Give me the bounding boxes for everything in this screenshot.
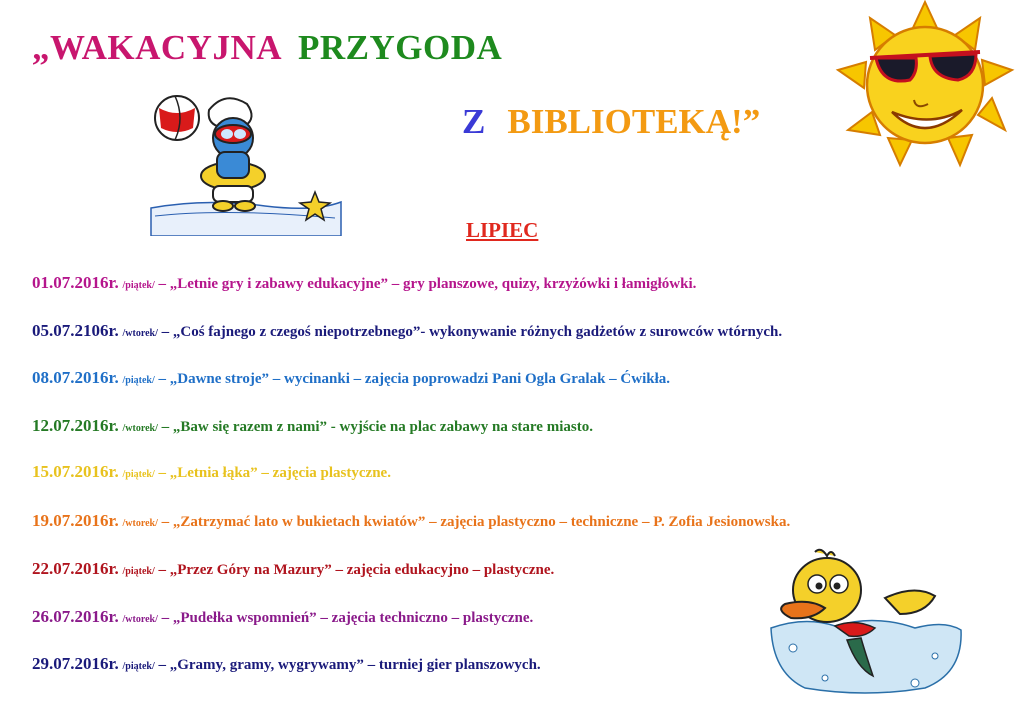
event-description: – „Baw się razem z nami” - wyjście na plac zabawy na stare miasto. bbox=[161, 419, 593, 435]
event-entry bbox=[32, 559, 554, 579]
event-description: – „Zatrzymać lato w bukietach kwiatów” – zajęcia plastyczno – techniczne – P. Zofia Jesionowska. bbox=[161, 514, 791, 530]
event-description: – „Pudełka wspomnień” – zajęcia techniczno – plastyczne. bbox=[161, 610, 534, 626]
month-heading: LIPIEC bbox=[466, 218, 539, 242]
event-weekday: /piątek/ bbox=[122, 469, 155, 480]
event-weekday: /wtorek/ bbox=[122, 328, 158, 339]
sun-with-sunglasses-icon bbox=[830, 0, 1020, 170]
event-date: 05.07.2106r. bbox=[32, 321, 119, 340]
event-entry bbox=[32, 462, 391, 482]
event-weekday: /piątek/ bbox=[122, 566, 155, 577]
event-weekday: /wtorek/ bbox=[122, 614, 158, 625]
title-line-1 bbox=[32, 28, 502, 68]
event-date: 15.07.2016r. bbox=[32, 462, 119, 481]
event-weekday: /piątek/ bbox=[122, 375, 155, 386]
title-word-przygoda: PRZYGODA bbox=[298, 28, 503, 67]
event-description: – „Letnie gry i zabawy edukacyjne” – gry planszowe, quizy, krzyżówki i łamigłówki. bbox=[158, 276, 697, 292]
event-entry bbox=[32, 321, 782, 341]
event-description: – „Letnia łąka” – zajęcia plastyczne. bbox=[158, 465, 391, 481]
event-entry bbox=[32, 654, 541, 674]
event-entry bbox=[32, 607, 533, 627]
event-date: 12.07.2016r. bbox=[32, 416, 119, 435]
swimming-duck-icon bbox=[765, 548, 965, 698]
event-entry bbox=[32, 273, 696, 293]
event-date: 22.07.2016r. bbox=[32, 559, 119, 578]
title-word-wakacyjna: „WAKACYJNA bbox=[32, 28, 282, 67]
event-date: 08.07.2016r. bbox=[32, 368, 119, 387]
event-entry bbox=[32, 416, 593, 436]
event-description: – „Dawne stroje” – wycinanki – zajęcia poprowadzi Pani Ogla Gralak – Ćwikła. bbox=[158, 371, 671, 387]
smurf-with-beach-ball-icon bbox=[145, 88, 345, 236]
event-description: – „Przez Góry na Mazury” – zajęcia edukacyjno – plastyczne. bbox=[158, 562, 555, 578]
title-word-biblioteka: BIBLIOTEKĄ!” bbox=[507, 102, 761, 141]
event-description: – „Coś fajnego z czegoś niepotrzebnego”- wykonywanie różnych gadżetów z surowców wtórnych. bbox=[161, 324, 783, 340]
event-weekday: /wtorek/ bbox=[122, 518, 158, 529]
event-entry bbox=[32, 511, 790, 531]
event-weekday: /piątek/ bbox=[122, 280, 155, 291]
event-weekday: /wtorek/ bbox=[122, 423, 158, 434]
event-date: 26.07.2016r. bbox=[32, 607, 119, 626]
event-date: 01.07.2016r. bbox=[32, 273, 119, 292]
event-weekday: /piątek/ bbox=[122, 661, 155, 672]
event-entry bbox=[32, 368, 670, 388]
event-date: 29.07.2016r. bbox=[32, 654, 119, 673]
title-word-z: Z bbox=[462, 102, 486, 141]
title-line-2 bbox=[462, 102, 760, 142]
event-date: 19.07.2016r. bbox=[32, 511, 119, 530]
event-description: – „Gramy, gramy, wygrywamy” – turniej gier planszowych. bbox=[158, 657, 541, 673]
